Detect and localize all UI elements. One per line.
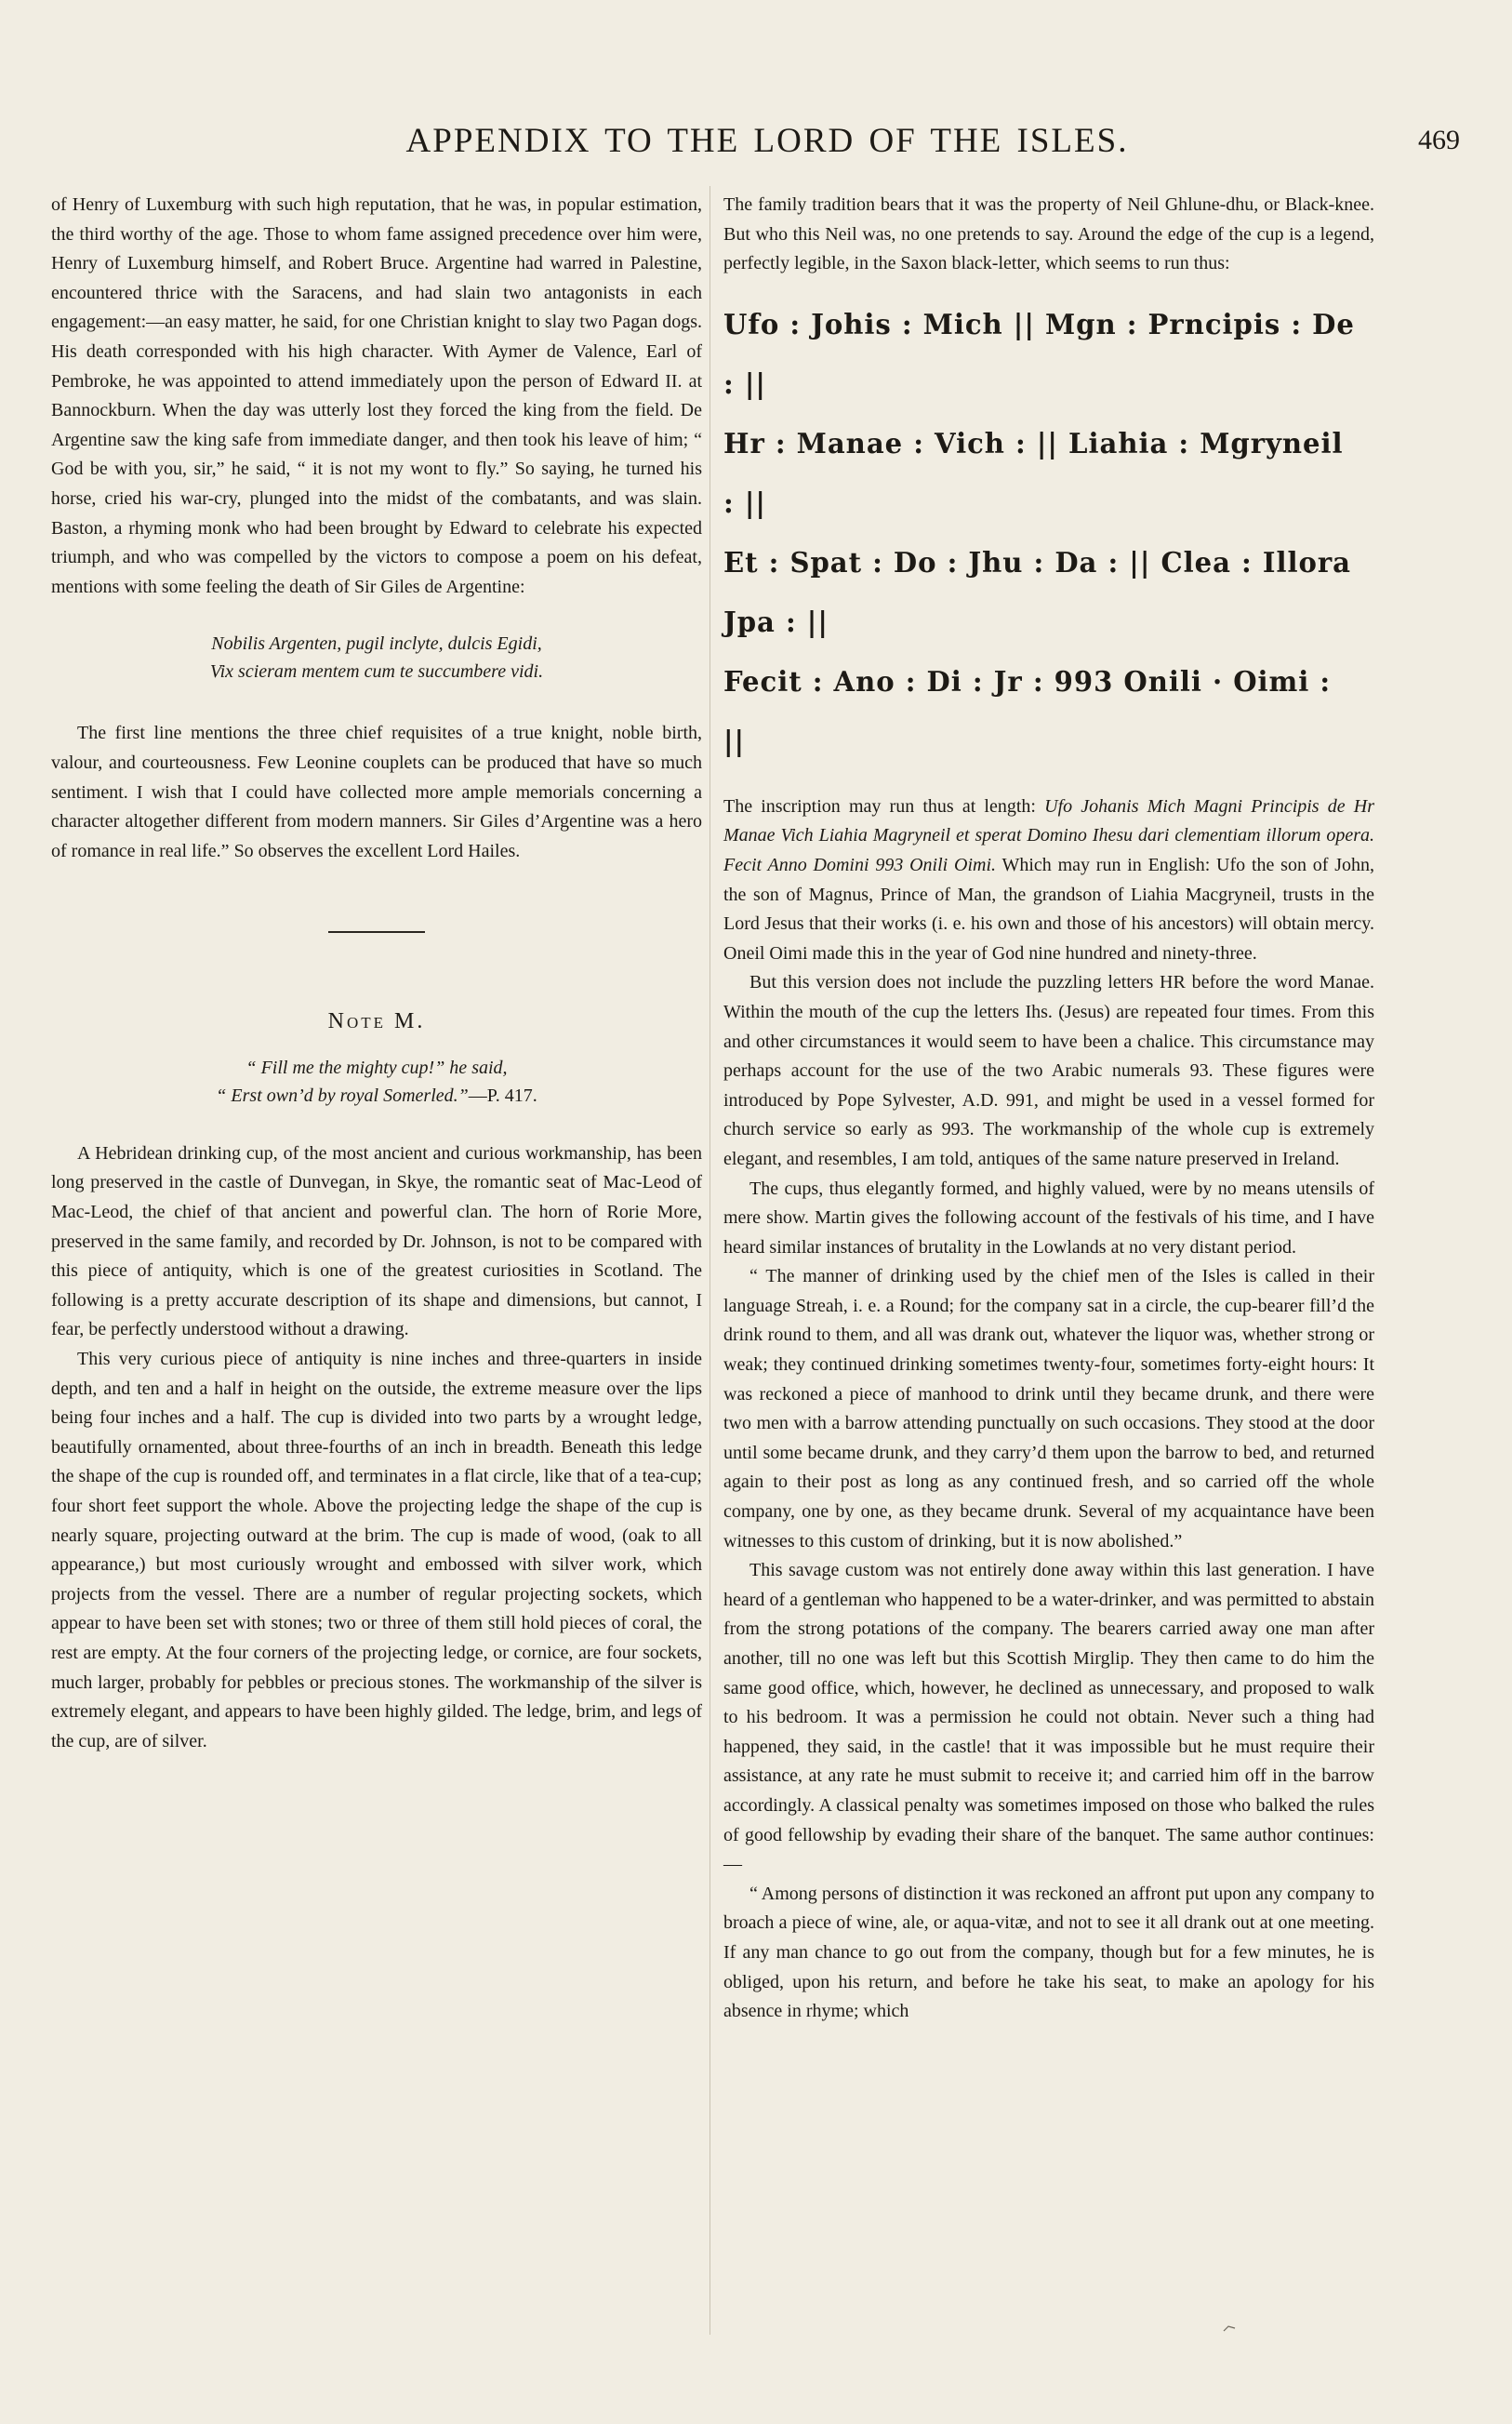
paragraph-leonine: The first line mentions the three chief requisites of a true knight, noble birth, valour, and courteousness. Few Leonine couplets can be produced that have so much sentiment. I wish that I could have collected more ample memorials concerning a character altogether different from modern manners. Sir Giles d’Argentine was a hero of romance in real life.” So observes the excellent Lord Hailes. — [51, 723, 702, 861]
paragraph-chalice: But this version does not include the puzzling letters HR before the word Manae. Within the mouth of the cup the letters Ihs. (Jesus) are repeated four times. From this and other circumstances it would seem to have been a chalice. This circumstance may perhaps account for the use of the two Arabic numerals 93. These figures were introduced by Pope Sylvester, A.D. 991, and might be used in a vessel formed for church service so early as 993. The workmanship of the whole cup is extremely elegant, and resembles, I am told, antiques of the same nature preserved in Ireland. — [723, 972, 1374, 1169]
inscription-line-3: Et : Spat : Do : Jhu : Da : || Clea : Illora Jpa : || — [723, 546, 1352, 639]
inscription-line-4: Fecit : Ano : Di : Jr : 993 Onili · Oimi : || — [723, 665, 1332, 758]
page-header — [46, 121, 1488, 177]
latin-couplet — [51, 630, 702, 686]
inscription-english: Which may run in English: Ufo the son of John, the son of Magnus, Prince of Man, the grandson of Liahia Macgryneil, trusts in the Lord Jesus that their works (i. e. his own and those of his ancestors) will obtain mercy. Oneil Oimi made this in the year of God nine hundred and ninety-three. — [723, 854, 1374, 964]
running-title: APPENDIX TO THE LORD OF THE ISLES. — [405, 122, 1129, 160]
section-rule — [328, 931, 425, 933]
epigraph-line-2: “ Erst own’d by royal Somerled.” — [216, 1085, 469, 1106]
paragraph-inscription-reading — [723, 792, 1374, 969]
blackletter-inscription — [723, 296, 1355, 772]
note-heading: Note M. — [327, 1009, 426, 1034]
epigraph-line-1: “ Fill me the mighty cup!” he said, — [245, 1057, 508, 1078]
right-column — [723, 191, 1374, 2027]
paragraph-cup-description: This very curious piece of antiquity is nine inches and three-quarters in inside depth, and ten and a half in height on the outside, the extreme measure over the lips being four inches and a half. The cup is divided into two parts by a wrought ledge, beautifully ornamented, about three-fourths of an inch in breadth. Beneath this ledge the shape of the cup is rounded off, and terminates in a flat circle, like that of a tea-cup; four short feet support the whole. Above the projecting ledge the shape of the cup is nearly square, projecting outward at the brim. The cup is made of wood, (oak to all appearance,) but most curiously wrought and embossed with silver work, which projects from the vessel. There are a number of regular projecting sockets, which appear to have been set with stones; two or three of them still hold pieces of coral, the rest are empty. At the four corners of the projecting ledge, or cornice, are four sockets, much larger, probably for pebbles or precious stones. The workmanship of the silver is extremely elegant, and appears to have been highly gilded. The ledge, brim, and legs of the cup, are of silver. — [51, 1349, 702, 1751]
paragraph-hebridean-cup: A Hebridean drinking cup, of the most ancient and curious workmanship, has been long preserved in the castle of Dunvegan, in Skye, the romantic seat of Mac-Leod of Mac-Leod, the chief of that ancient and powerful clan. The horn of Rorie More, preserved in the same family, and recorded by Dr. Johnson, is not to be compared with this piece of antiquity, which is one of the greatest curiosities in Scotland. The following is a pretty accurate description of its shape and dimensions, but cannot, I fear, be perfectly understood without a drawing. — [51, 1142, 702, 1340]
inscription-lead: The inscription may run thus at length: — [723, 795, 1045, 817]
inscription-latin: Ufo Johanis Mich Magni Principis de Hr Manae Vich Liahia Magryneil et sperat Domino Ihesu dari clementiam illorum opera. Fecit Anno Domini 993 Onili Oimi. — [723, 795, 1374, 875]
inscription-line-1: Ufo : Johis : Mich || Mgn : Prncipis : De : || — [723, 308, 1355, 401]
inscription-line-2: Hr : Manae : Vich : || Liahia : Mgryneil : || — [723, 427, 1344, 520]
paragraph-family-tradition: The family tradition bears that it was the property of Neil Ghlune-dhu, or Black-knee. But who this Neil was, no one pretends to say. Around the edge of the cup is a legend, perfectly legible, in the Saxon black-letter, which seems to run thus: — [723, 194, 1374, 274]
paragraph-argentine: of Henry of Luxemburg with such high reputation, that he was, in popular estimation, the third worthy of the age. Those to whom fame assigned precedence over him were, Henry of Luxemburg himself, and Robert Bruce. Argentine had warred in Palestine, encountered thrice with the Saracens, and had slain two antagonists in each engagement:—an easy matter, he said, for one Christian knight to slay two Pagan dogs. His death corresponded with his high character. With Aymer de Valence, Earl of Pembroke, he was appointed to attend immediately upon the person of Edward II. at Bannockburn. When the day was utterly lost they forced the king from the field. De Argentine saw the king safe from immediate danger, and then took his leave of him; “ God be with you, sir,” he said, “ it is not my wont to fly.” So saying, he turned his horse, cried his war-cry, plunged into the midst of the combatants, and was slain. Baston, a rhyming monk who had been brought by Edward to celebrate his expected triumph, and who was compelled by the victors to compose a poem on his defeat, mentions with some feeling the death of Sir Giles de Argentine: — [51, 194, 702, 597]
left-column — [51, 191, 702, 1756]
ink-mark — [1223, 2324, 1236, 2333]
paragraph-distinction: “ Among persons of distinction it was reckoned an affront put upon any company to broach a piece of wine, ale, or aqua-vitæ, and not to see it all drank out at one meeting. If any man chance to go out from the company, though but for a few minutes, he is obliged, upon his return, and before he take his seat, to make an apology for his absence in rhyme; which — [723, 1883, 1374, 2022]
paragraph-festivals: The cups, thus elegantly formed, and highly valued, were by no means utensils of mere show. Martin gives the following account of the festivals of his time, and I have heard similar instances of brutality in the Lowlands at no very distant period. — [723, 1178, 1374, 1258]
latin-line-1: Nobilis Argenten, pugil inclyte, dulcis Egidi, — [211, 633, 542, 655]
latin-line-2: Vix scieram mentem cum te succumbere vidi. — [209, 661, 544, 683]
page-number: 469 — [1418, 125, 1460, 155]
epigraph-reference: —P. 417. — [468, 1085, 537, 1106]
note-epigraph — [51, 1054, 702, 1110]
paragraph-martin-quote: “ The manner of drinking used by the chief men of the Isles is called in their language Streah, i. e. a Round; for the company sat in a circle, the cup-bearer fill’d the drink round to them, and all was drank out, whatever the liquor was, whether strong or weak; they continued drinking sometimes twenty-four, sometimes forty-eight hours: It was reckoned a piece of manhood to drink until they became drunk, and there were two men with a barrow attending punctually on such occasions. They stood at the door until some became drunk, and they carry’d them upon the barrow to bed, and returned again to their post as long as any continued fresh, and so carried off the whole company, one by one, as they became drunk. Several of my acquaintance have been witnesses to this custom of drinking, but it is now abolished.” — [723, 1266, 1374, 1552]
paragraph-savage-custom: This savage custom was not entirely done away within this last generation. I have heard of a gentleman who happened to be a water-drinker, and was permitted to abstain from the strong potations of the company. The bearers carried away one man after another, till no one was left but this Scottish Mirglip. They then came to do him the same good office, which, however, he declined as unnecessary, and proposed to walk to his bedroom. It was a permission he could not obtain. Never such a thing had happened, they said, in the castle! that it was impossible but he must require their assistance, at any rate he must submit to receive it; and carried him off in the barrow accordingly. A classical penalty was sometimes imposed on those who balked the rules of good fellowship by evading their share of the banquet. The same author continues:— — [723, 1560, 1374, 1875]
